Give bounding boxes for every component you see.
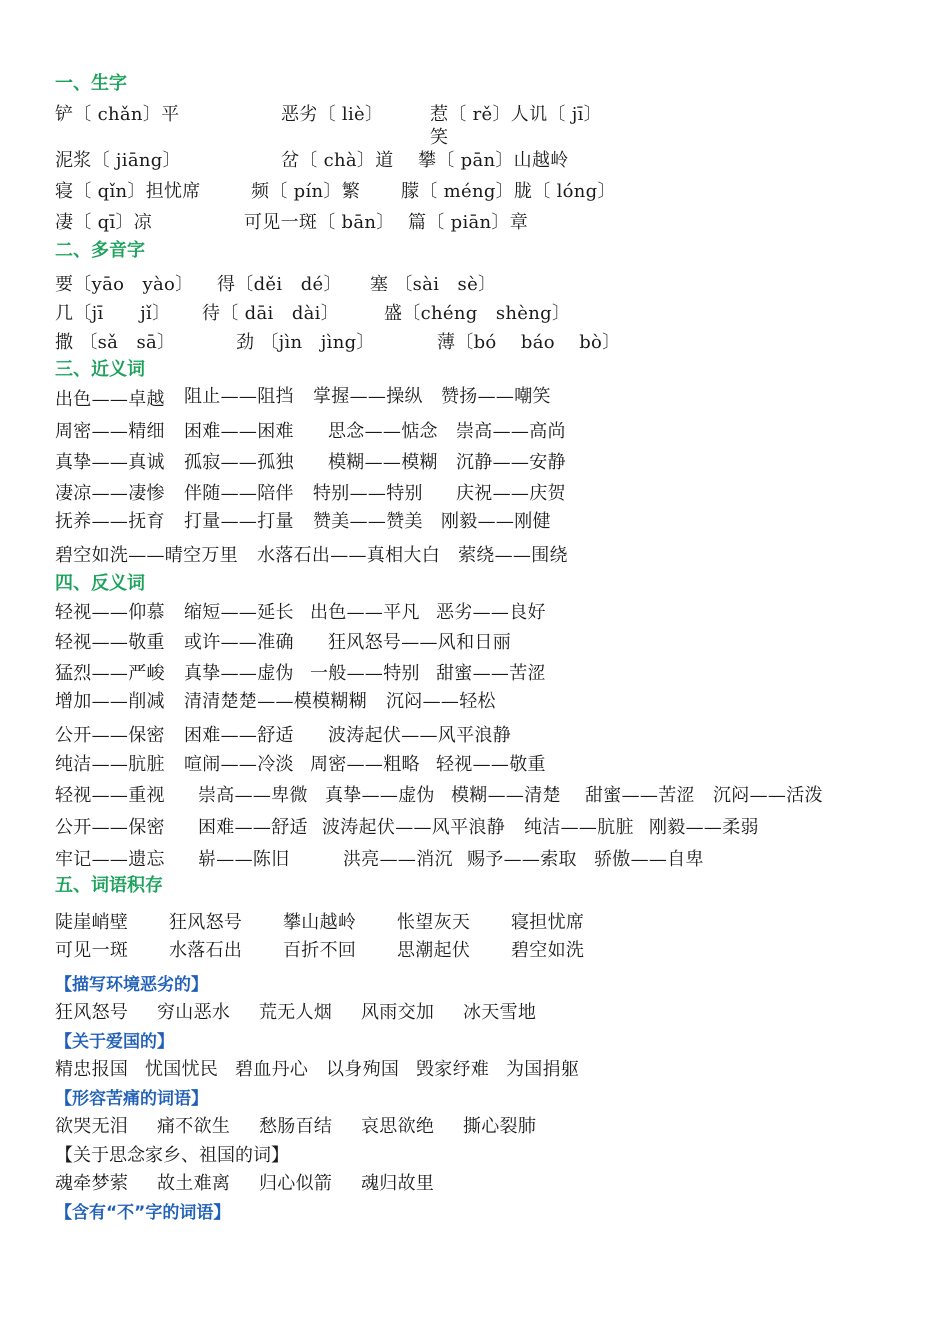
jinyi-pair: 萦绕——围绕 (458, 545, 568, 566)
jinyi-pair: 赞扬——嘲笑 (441, 386, 551, 407)
fanyi-pair: 沉闷——轻松 (386, 691, 496, 712)
shengzi-item: 铲〔 chǎn〕平 (55, 104, 180, 125)
fanyi-pair: 喧闹——冷淡 (184, 754, 294, 775)
fanyi-pair: 崇高——卑微 (198, 785, 308, 806)
pain-word: 撕心裂肺 (463, 1116, 537, 1137)
jicun-word: 碧空如洗 (511, 940, 585, 961)
fanyi-pair: 增加——削减 (55, 691, 165, 712)
fanyi-pair: 崭——陈旧 (198, 849, 290, 870)
jinyi-pair: 掌握——操纵 (313, 386, 423, 407)
fanyi-pair: 波涛起伏——风平浪静 (322, 817, 505, 838)
duoyin-item: 待〔 dāi dài〕 (202, 303, 340, 324)
patriot-word: 精忠报国 (55, 1059, 129, 1080)
fanyi-pair: 轻视——仰慕 (55, 602, 165, 623)
home-word: 归心似箭 (259, 1173, 333, 1194)
jinyi-pair: 阻止——阻挡 (184, 386, 294, 407)
fanyi-pair: 公开——保密 (55, 817, 165, 838)
fanyi-pair: 困难——舒适 (198, 817, 308, 838)
patriot-word: 毁家纾难 (416, 1059, 490, 1080)
fanyi-pair: 轻视——敬重 (436, 754, 546, 775)
duoyin-item: 得〔děi dé〕 (217, 274, 342, 295)
fanyi-pair: 困难——舒适 (184, 725, 294, 746)
shengzi-item: 频〔 pín〕繁 (251, 181, 360, 202)
fanyi-pair: 轻视——重视 (55, 785, 165, 806)
jinyi-pair: 孤寂——孤独 (184, 452, 294, 473)
duoyin-item: 要〔yāo yào〕 (55, 274, 194, 295)
shengzi-item: 攀〔 pān〕山越岭 (418, 150, 569, 171)
jinyi-pair: 刚毅——刚健 (441, 511, 551, 532)
env-word: 狂风怒号 (55, 1002, 129, 1023)
fanyi-pair: 真挚——虚伪 (184, 663, 294, 684)
fanyi-pair: 清清楚楚——模模糊糊 (184, 691, 367, 712)
jinyi-pair: 模糊——模糊 (328, 452, 438, 473)
patriot-word: 碧血丹心 (235, 1059, 309, 1080)
fanyi-pair: 轻视——敬重 (55, 632, 165, 653)
shengzi-item: 寝〔 qǐn〕担忧席 (55, 181, 201, 202)
home-word: 魂归故里 (361, 1173, 435, 1194)
shengzi-item: 朦〔 méng〕胧〔 lóng〕 (401, 181, 616, 202)
jinyi-pair: 赞美——赞美 (313, 511, 423, 532)
env-word: 穷山恶水 (157, 1002, 231, 1023)
pain-word: 欲哭无泪 (55, 1116, 129, 1137)
subsection-title-bu: 【含有“不”字的词语】 (55, 1203, 231, 1223)
fanyi-pair: 狂风怒号——风和日丽 (328, 632, 511, 653)
duoyin-item: 撒 〔sǎ sā〕 (55, 332, 176, 353)
fanyi-pair: 骄傲——自卑 (594, 849, 704, 870)
jicun-word: 陡崖峭壁 (55, 912, 129, 933)
fanyi-pair: 甜蜜——苦涩 (436, 663, 546, 684)
fanyi-pair: 出色——平凡 (310, 602, 420, 623)
jinyi-pair: 真挚——真诚 (55, 452, 165, 473)
duoyin-item: 塞 〔sài sè〕 (370, 274, 497, 295)
jinyi-pair: 打量——打量 (184, 511, 294, 532)
section-title-duoyin: 二、多音字 (55, 240, 145, 261)
fanyi-pair: 赐予——索取 (467, 849, 577, 870)
jinyi-pair: 周密——精细 (55, 421, 165, 442)
pain-word: 痛不欲生 (157, 1116, 231, 1137)
jinyi-pair: 思念——惦念 (328, 421, 438, 442)
shengzi-item: 可见一斑〔 bān〕 (244, 212, 395, 233)
fanyi-pair: 真挚——虚伪 (325, 785, 435, 806)
jinyi-pair: 沉静——安静 (456, 452, 566, 473)
fanyi-pair: 周密——粗略 (310, 754, 420, 775)
fanyi-pair: 猛烈——严峻 (55, 663, 165, 684)
jicun-word: 可见一斑 (55, 940, 129, 961)
fanyi-pair: 洪亮——消沉 (343, 849, 453, 870)
patriot-word: 忧国忧民 (145, 1059, 219, 1080)
jinyi-pair: 特别——特别 (313, 483, 423, 504)
fanyi-pair: 甜蜜——苦涩 (585, 785, 695, 806)
home-word: 故土难离 (157, 1173, 231, 1194)
patriot-word: 为国捐躯 (506, 1059, 580, 1080)
jicun-word: 寝担忧席 (511, 912, 585, 933)
duoyin-item: 劲 〔jìn jìng〕 (236, 332, 375, 353)
subsection-title-env: 【描写环境恶劣的】 (55, 975, 208, 995)
pain-word: 愁肠百结 (259, 1116, 333, 1137)
fanyi-pair: 缩短——延长 (184, 602, 294, 623)
jinyi-pair: 崇高——高尚 (456, 421, 566, 442)
fanyi-pair: 沉闷——活泼 (713, 785, 823, 806)
env-word: 冰天雪地 (463, 1002, 537, 1023)
shengzi-item: 恶劣〔 liè〕 (281, 104, 384, 125)
section-title-jinyi: 三、近义词 (55, 359, 145, 380)
fanyi-pair: 牢记——遗忘 (55, 849, 165, 870)
env-word: 荒无人烟 (259, 1002, 333, 1023)
shengzi-item: 惹〔 rě〕人讥〔 jī〕 (430, 104, 602, 125)
duoyin-item: 盛〔chéng shèng〕 (384, 303, 571, 324)
jinyi-pair: 伴随——陪伴 (184, 483, 294, 504)
home-word: 魂牵梦萦 (55, 1173, 129, 1194)
jinyi-pair: 水落石出——真相大白 (257, 545, 440, 566)
jicun-word: 水落石出 (169, 940, 243, 961)
subsection-title-patriot: 【关于爱国的】 (55, 1032, 174, 1052)
shengzi-item: 篇〔 piān〕章 (408, 212, 529, 233)
fanyi-pair: 波涛起伏——风平浪静 (328, 725, 511, 746)
fanyi-pair: 恶劣——良好 (436, 602, 546, 623)
jicun-word: 百折不回 (283, 940, 357, 961)
section-title-shengzi: 一、生字 (55, 73, 127, 94)
fanyi-pair: 一般——特别 (310, 663, 420, 684)
shengzi-item: 岔〔 chà〕道 (281, 150, 394, 171)
section-title-jicun: 五、词语积存 (55, 875, 163, 896)
jinyi-pair: 庆祝——庆贺 (456, 483, 566, 504)
duoyin-item: 几〔jī jǐ〕 (55, 303, 171, 324)
jicun-word: 思潮起伏 (397, 940, 471, 961)
jicun-word: 狂风怒号 (169, 912, 243, 933)
fanyi-pair: 刚毅——柔弱 (649, 817, 759, 838)
shengzi-item: 泥浆〔 jiāng〕 (55, 150, 181, 171)
jinyi-pair: 凄凉——凄惨 (55, 483, 165, 504)
jinyi-pair: 困难——困难 (184, 421, 294, 442)
duoyin-item: 薄〔bó báo bò〕 (437, 332, 621, 353)
fanyi-pair: 公开——保密 (55, 725, 165, 746)
fanyi-pair: 模糊——清楚 (451, 785, 561, 806)
section-title-fanyi: 四、反义词 (55, 573, 145, 594)
shengzi-item: 凄〔 qī〕凉 (55, 212, 153, 233)
jinyi-pair: 出色——卓越 (55, 389, 165, 410)
env-word: 风雨交加 (361, 1002, 435, 1023)
fanyi-pair: 或许——准确 (184, 632, 294, 653)
jicun-word: 攀山越岭 (283, 912, 357, 933)
fanyi-pair: 纯洁——肮脏 (55, 754, 165, 775)
patriot-word: 以身殉国 (326, 1059, 400, 1080)
shengzi-item-wrap: 笑 (430, 127, 449, 148)
subsection-title-home: 【关于思念家乡、祖国的词】 (55, 1145, 289, 1166)
subsection-title-pain: 【形容苦痛的词语】 (55, 1089, 208, 1109)
jicun-word: 怅望灰天 (397, 912, 471, 933)
pain-word: 哀思欲绝 (361, 1116, 435, 1137)
jinyi-pair: 抚养——抚育 (55, 511, 165, 532)
jinyi-pair: 碧空如洗——晴空万里 (55, 545, 238, 566)
fanyi-pair: 纯洁——肮脏 (524, 817, 634, 838)
